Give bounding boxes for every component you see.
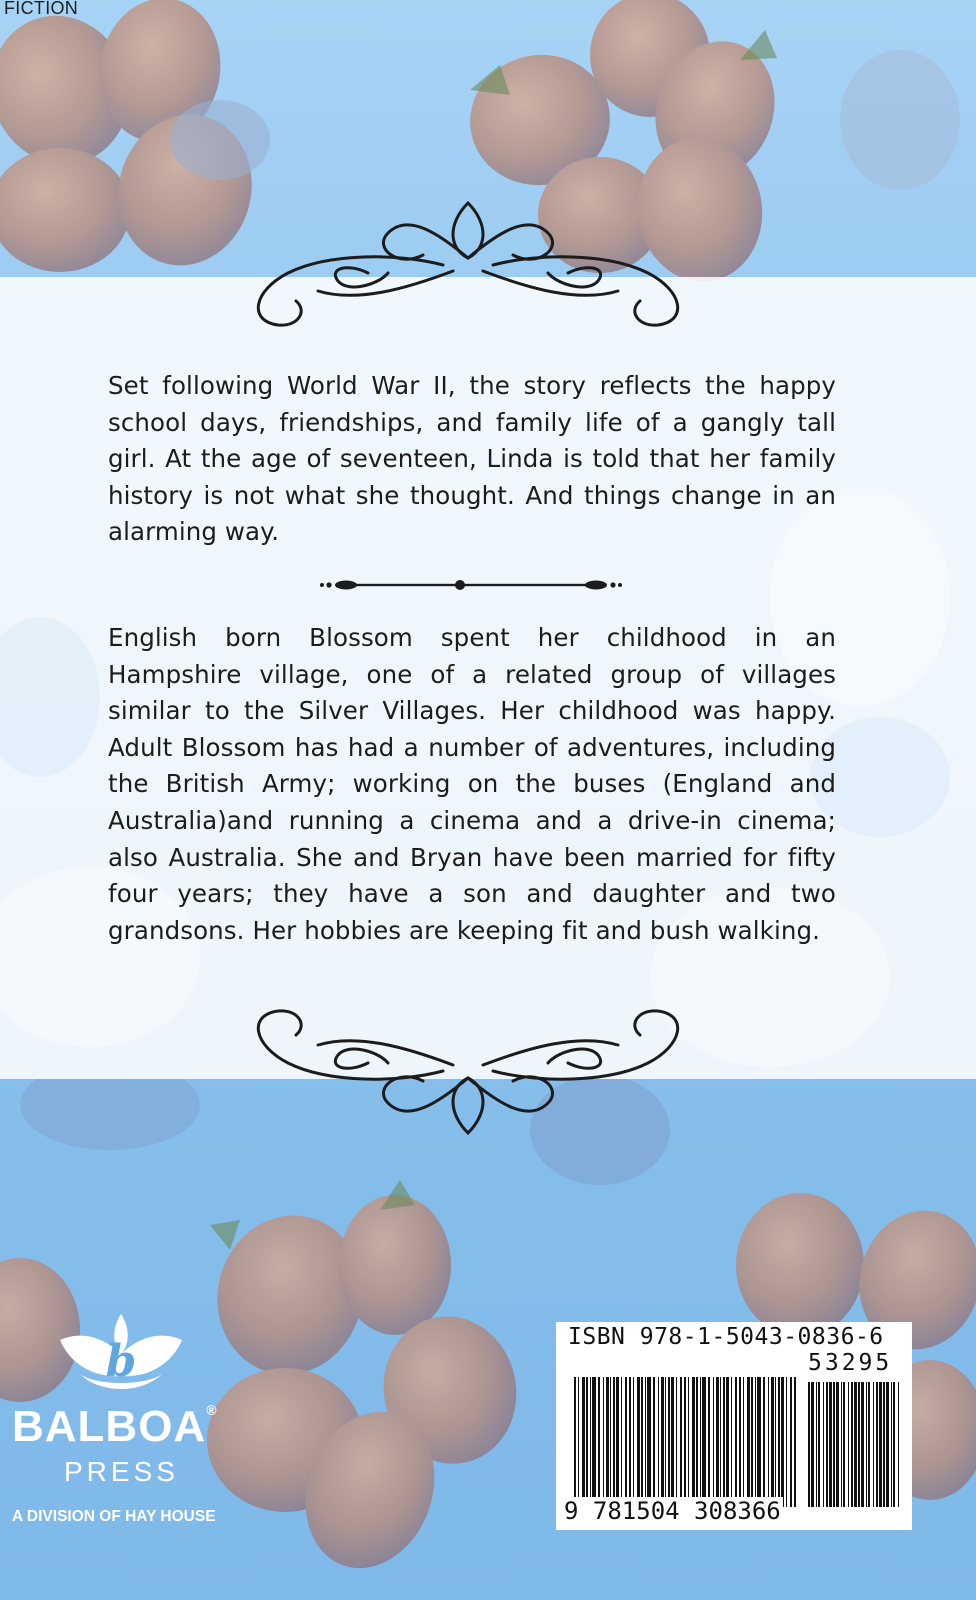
publisher-sub: PRESS [64, 1456, 179, 1487]
flourish-ornament-top [238, 193, 698, 343]
isbn-barcode [556, 1322, 912, 1530]
publisher-tagline: A DIVISION OF HAY HOUSE [12, 1508, 216, 1525]
barcode-bars-main [574, 1377, 796, 1507]
synopsis-paragraph: Set following World War II, the story reflects the happy school days, friendships, and family life of a gangly tall girl. At the age of seventeen, Linda is told that her family history is not what she thought. And things change in an alarming way. [108, 371, 836, 547]
publisher-name: BALBOA® [12, 1402, 218, 1451]
author-bio-paragraph: English born Blossom spent her childhood in an Hampshire village, one of a related group of villages similar to the Silver Villages. Her childhood was happy. Adult Blossom has had a number of adventures, including the British Army; working on the buses (England and Australia)and running a cinema and a drive-in cinema; also Australia. She and Bryan have been married for fifty four years; they have a son and daughter and two grandsons. Her hobbies are keeping fit and bush walking. [108, 623, 836, 945]
price-code: 53295 [808, 1350, 893, 1376]
svg-text:b: b [105, 1336, 137, 1387]
isbn-label: ISBN 978-1-5043-0836-6 [568, 1324, 884, 1350]
flourish-ornament-bottom [238, 993, 698, 1143]
balboa-lotus-icon [60, 1314, 182, 1398]
genre-label: FICTION [4, 0, 79, 18]
barcode-bars-addon [808, 1382, 900, 1507]
divider-ornament [318, 578, 624, 592]
publisher-logo [12, 1314, 232, 1534]
barcode-digits: 9 781504 308366 [564, 1497, 781, 1525]
